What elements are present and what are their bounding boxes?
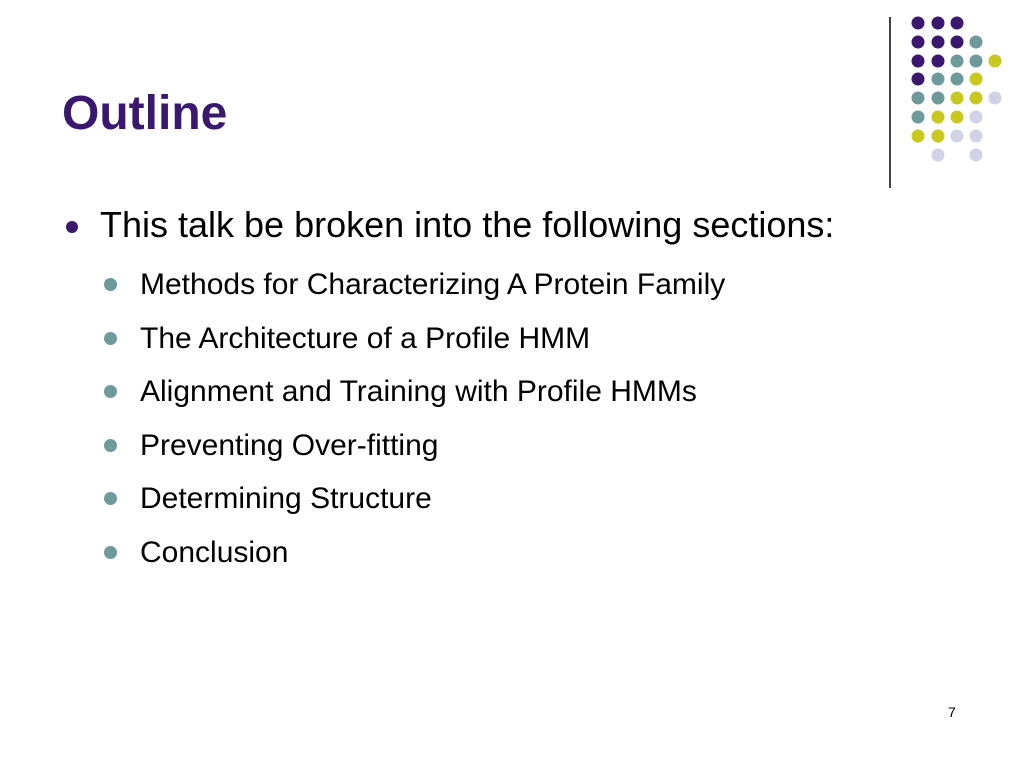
purple-bullet-icon <box>66 221 78 233</box>
teal-bullet-icon <box>104 439 117 452</box>
dot-purple <box>912 55 925 68</box>
sub-bullet-text: The Architecture of a Profile HMM <box>140 321 591 355</box>
dot-purple <box>932 17 945 30</box>
dot-lavender <box>970 111 983 124</box>
dot-teal <box>932 92 945 105</box>
dot-yellow <box>951 92 964 105</box>
teal-bullet-icon <box>104 385 117 398</box>
dot-teal <box>951 73 964 86</box>
dot-yellow <box>970 73 983 86</box>
sub-bullet-item <box>100 472 942 526</box>
dot-purple <box>951 17 964 30</box>
dot-yellow <box>970 92 983 105</box>
dot-lavender <box>970 130 983 143</box>
sub-bullet-text: Methods for Characterizing A Protein Family <box>140 268 726 301</box>
sub-bullet-text: Preventing Over-fitting <box>140 428 439 462</box>
dot-yellow <box>989 55 1002 68</box>
dot-purple <box>932 36 945 49</box>
dot-teal <box>912 111 925 124</box>
teal-bullet-icon <box>104 492 117 505</box>
slide-content <box>62 200 942 579</box>
dot-teal <box>970 55 983 68</box>
dot-purple <box>912 73 925 86</box>
dot-purple <box>932 55 945 68</box>
sub-bullet-text: Alignment and Training with Profile HMMs <box>140 375 697 408</box>
dot-yellow <box>951 111 964 124</box>
sub-bullet-item <box>100 526 942 580</box>
dot-purple <box>951 36 964 49</box>
main-bullet-item <box>62 200 942 250</box>
sub-bullet-item <box>100 258 942 312</box>
decorative-dot-grid <box>900 12 1010 182</box>
teal-bullet-icon <box>104 278 117 291</box>
slide-title: Outline <box>62 87 228 140</box>
dot-lavender <box>970 149 983 162</box>
vertical-divider <box>889 17 891 188</box>
sub-bullet-text: Conclusion <box>140 535 289 569</box>
dot-lavender <box>989 92 1002 105</box>
dot-purple <box>912 17 925 30</box>
dot-teal <box>912 92 925 105</box>
teal-bullet-icon <box>104 546 117 559</box>
dot-yellow <box>912 130 925 143</box>
teal-bullet-icon <box>104 332 117 345</box>
dot-yellow <box>932 111 945 124</box>
sub-bullet-list <box>62 258 942 579</box>
dot-purple <box>912 36 925 49</box>
dot-lavender <box>932 149 945 162</box>
sub-bullet-item <box>100 312 942 366</box>
sub-bullet-item <box>100 419 942 473</box>
dot-teal <box>932 73 945 86</box>
sub-bullet-text: Determining Structure <box>140 482 432 515</box>
dot-yellow <box>932 130 945 143</box>
sub-bullet-item <box>100 365 942 419</box>
main-bullet-text: This talk be broken into the following sections: <box>100 204 835 245</box>
page-number: 7 <box>948 704 956 720</box>
dot-teal <box>970 36 983 49</box>
dot-lavender <box>951 130 964 143</box>
dot-teal <box>951 55 964 68</box>
